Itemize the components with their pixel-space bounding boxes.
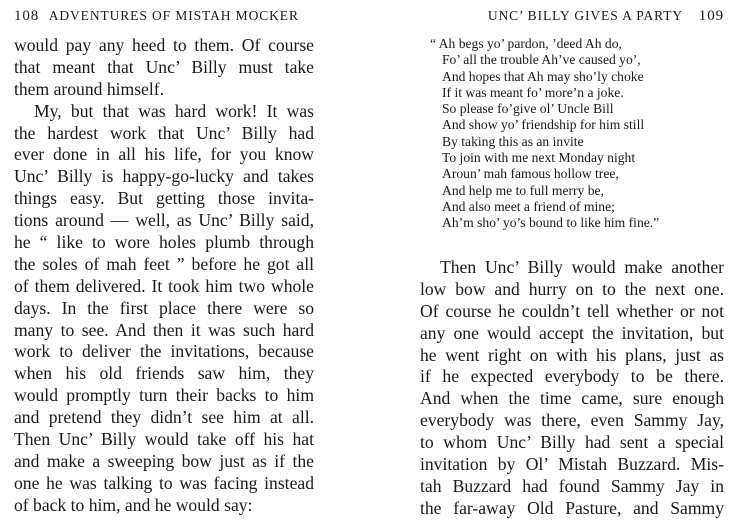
text-line: Of course he couldn’t tell whether or not [420,300,724,321]
verse-line: Fo’ all the trouble Ah’ve caused yo’, [442,52,641,68]
text-line: everybody was there, even Sammy Jay, [420,410,724,431]
text-line: to whom Unc’ Billy had sent a special [420,432,724,453]
text-line: would promptly turn their backs to him [14,385,314,406]
running-head-title: UNC’ BILLY GIVES A PARTY [487,8,683,23]
text-line: that meant that Unc’ Billy must take [14,56,314,77]
text-line: low bow and hurry on to the next one. [420,278,724,299]
text-line: would pay any heed to them. Of course [14,35,314,55]
text-line: and pretend they didn’t see him at all. [14,407,314,428]
text-line: invitation by Ol’ Mistah Buzzard. Mis- [420,454,724,475]
text-line: things easy. But getting those invita- [14,188,314,209]
text-line: Then Unc’ Billy would take off his hat [14,429,314,450]
text-line: work to deliver the invitations, because [14,341,314,362]
verse-line: Aroun’ mah famous hollow tree, [442,166,619,182]
text-line: the hardest work that Unc’ Billy had [14,122,314,143]
right-body-text [420,257,724,520]
text-line: the far-away Old Pasture, and Sammy [420,497,724,518]
text-line: ever done in all his life, for you know [14,144,314,165]
text-line: many to see. And then it was such hard [14,319,314,340]
left-page [14,0,314,532]
text-line: Unc’ Billy is happy-go-lucky and takes [14,166,314,187]
verse-line: And help me to full merry be, [442,182,604,198]
text-line: if he expected everybody to be there. [420,366,724,387]
right-running-head [420,8,724,25]
text-line: any one would accept the invitation, but [420,322,724,343]
verse-line: If it was meant fo’ more’n a joke. [442,84,624,100]
verse-line: By taking this as an invite [442,133,584,149]
text-line: of them delivered. It took him two whole [14,275,314,296]
verse-line: To join with me next Monday night [442,150,636,166]
text-line: the soles of mah feet ” before he got all [14,253,314,274]
verse-line: “ Ah begs yo’ pardon, ’deed Ah do, [430,36,622,51]
verse-line: And also meet a friend of mine; [442,198,615,214]
text-line: Then Unc’ Billy would make another [440,257,724,277]
text-line: when his old friends saw him, they [14,363,314,384]
page-number: 109 [698,8,724,24]
text-line: of back to him, and he would say: [14,494,253,515]
text-line: and make a sweeping bow just as if the [14,450,314,471]
text-line: one he was talking to was facing instead [14,472,314,493]
text-line: tions around — well, as Unc’ Billy said, [14,210,314,231]
text-line: days. In the first place there were so [14,297,314,318]
verse-block [430,36,659,232]
left-body-text [14,35,314,517]
verse-line: Ah’m sho’ yo’s bound to like him fine.” [442,215,660,231]
text-line: tah Buzzard had found Sammy Jay in [420,475,724,496]
running-head-title: ADVENTURES OF MISTAH MOCKER [48,8,299,23]
verse-line: And hopes that Ah may sho’ly choke [442,68,644,84]
verse-line: And show yo’ friendship for him still [442,117,645,133]
text-line: he “ like to wore holes plumb through [14,232,314,253]
text-line: he went right on with his plans, just as [420,344,724,365]
verse-line: So please fo’give ol’ Uncle Bill [442,101,614,117]
text-line: My, but that was hard work! It was [34,100,314,121]
text-line: them around himself. [14,78,165,99]
text-line: And when the time came, sure enough [420,388,724,409]
right-page [420,0,724,532]
left-running-head [14,8,314,25]
page-number: 108 [14,8,40,24]
